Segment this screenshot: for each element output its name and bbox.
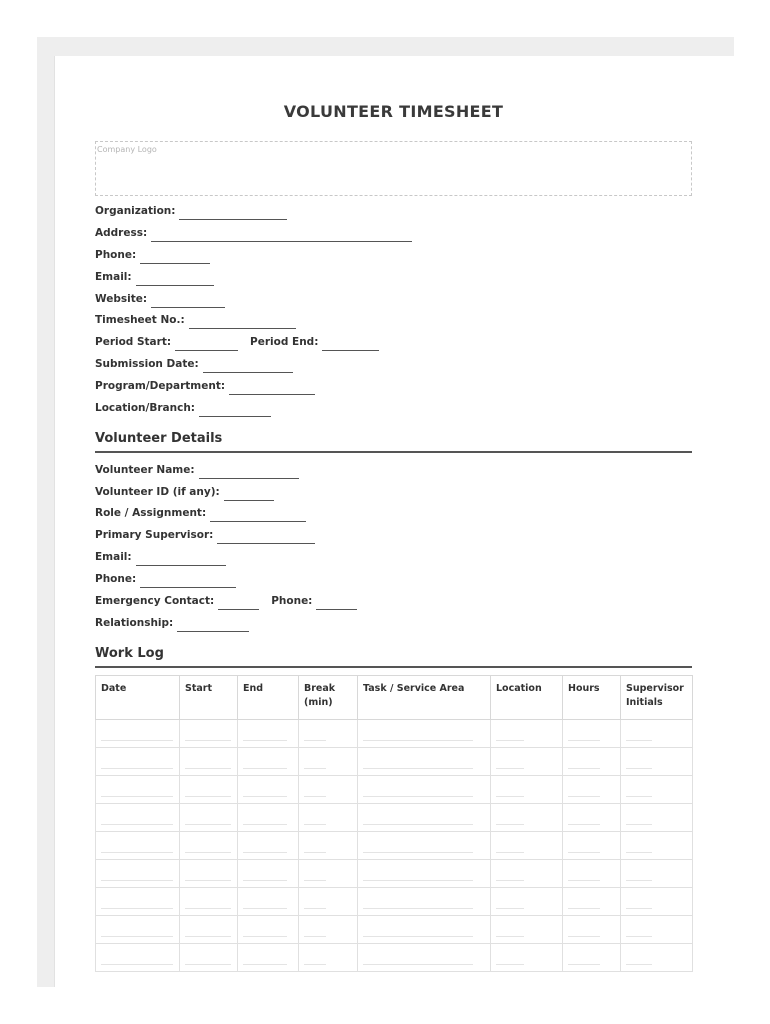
org-phone-field [95, 247, 210, 261]
cell-task[interactable] [358, 748, 491, 776]
cell-blank-line [185, 824, 231, 825]
cell-blank-line [101, 908, 173, 909]
cell-blank-line [101, 964, 173, 965]
cell-date[interactable] [96, 916, 180, 944]
logo-placeholder-label: Company Logo [97, 145, 157, 154]
emergency-phone-input-line[interactable] [316, 609, 357, 610]
volunteer-email-label: Email: [95, 551, 132, 563]
work-log-heading: Work Log [95, 646, 692, 668]
table-row [96, 888, 693, 916]
cell-blank-line [496, 936, 524, 937]
cell-blank-line [243, 768, 287, 769]
cell-blank-line [363, 740, 473, 741]
period-end-input-line[interactable] [322, 350, 379, 351]
column-header-supervisor-initials: Supervisor Initials [621, 676, 693, 720]
cell-blank-line [185, 796, 231, 797]
role-assignment-input-line[interactable] [210, 521, 306, 522]
work-log-table [95, 675, 693, 972]
org-phone-label: Phone: [95, 249, 137, 261]
location-branch-label: Location/Branch: [95, 402, 195, 414]
relationship-field [95, 615, 249, 629]
cell-end[interactable] [238, 776, 299, 804]
cell-date[interactable] [96, 776, 180, 804]
cell-hours[interactable] [563, 916, 621, 944]
timesheet-no-input-line[interactable] [189, 328, 296, 329]
cell-blank-line [496, 768, 524, 769]
table-row [96, 944, 693, 972]
cell-blank-line [185, 740, 231, 741]
cell-blank-line [568, 908, 600, 909]
volunteer-id-field [95, 484, 274, 498]
address-label: Address: [95, 227, 148, 239]
cell-start[interactable] [180, 916, 238, 944]
volunteer-email-field [95, 549, 226, 563]
cell-blank-line [568, 824, 600, 825]
cell-blank-line [101, 852, 173, 853]
cell-supervisor-initials[interactable] [621, 776, 693, 804]
cell-start[interactable] [180, 804, 238, 832]
cell-supervisor-initials[interactable] [621, 916, 693, 944]
document-title: VOLUNTEER TIMESHEET [283, 102, 504, 121]
cell-hours[interactable] [563, 776, 621, 804]
cell-blank-line [626, 824, 652, 825]
cell-task[interactable] [358, 832, 491, 860]
cell-blank-line [568, 852, 600, 853]
cell-end[interactable] [238, 748, 299, 776]
submission-date-label: Submission Date: [95, 358, 199, 370]
table-row [96, 720, 693, 748]
period-start-input-line[interactable] [175, 350, 238, 351]
cell-hours[interactable] [563, 888, 621, 916]
org-email-input-line[interactable] [136, 285, 214, 286]
cell-blank-line [304, 908, 326, 909]
cell-blank-line [363, 964, 473, 965]
cell-blank-line [101, 824, 173, 825]
organization-input-line[interactable] [179, 219, 287, 220]
cell-blank-line [101, 740, 173, 741]
cell-break[interactable] [299, 804, 358, 832]
cell-task[interactable] [358, 720, 491, 748]
cell-supervisor-initials[interactable] [621, 888, 693, 916]
table-row [96, 916, 693, 944]
address-field [95, 225, 412, 239]
submission-date-input-line[interactable] [203, 372, 293, 373]
cell-blank-line [185, 908, 231, 909]
cell-blank-line [185, 936, 231, 937]
cell-break[interactable] [299, 720, 358, 748]
location-branch-input-line[interactable] [199, 416, 271, 417]
cell-blank-line [496, 964, 524, 965]
cell-task[interactable] [358, 916, 491, 944]
cell-location[interactable] [491, 860, 563, 888]
role-assignment-field [95, 505, 306, 519]
volunteer-email-input-line[interactable] [136, 565, 226, 566]
cell-break[interactable] [299, 832, 358, 860]
program-department-label: Program/Department: [95, 380, 226, 392]
cell-blank-line [568, 768, 600, 769]
cell-supervisor-initials[interactable] [621, 944, 693, 972]
cell-break[interactable] [299, 860, 358, 888]
submission-date-field [95, 356, 293, 370]
emergency-contact-input-line[interactable] [218, 609, 259, 610]
cell-blank-line [101, 880, 173, 881]
cell-blank-line [185, 880, 231, 881]
company-logo-placeholder[interactable] [95, 141, 692, 196]
period-field [95, 334, 379, 348]
table-row [96, 748, 693, 776]
period-end-label: Period End: [250, 336, 319, 348]
cell-end[interactable] [238, 804, 299, 832]
cell-supervisor-initials[interactable] [621, 748, 693, 776]
column-header-break: Break (min) [299, 676, 358, 720]
cell-blank-line [363, 852, 473, 853]
volunteer-name-input-line[interactable] [199, 478, 299, 479]
cell-blank-line [243, 852, 287, 853]
column-header-location: Location [491, 676, 563, 720]
cell-location[interactable] [491, 888, 563, 916]
timesheet-no-label: Timesheet No.: [95, 314, 185, 326]
cell-date[interactable] [96, 748, 180, 776]
relationship-label: Relationship: [95, 617, 174, 629]
cell-blank-line [568, 740, 600, 741]
cell-location[interactable] [491, 832, 563, 860]
cell-break[interactable] [299, 748, 358, 776]
cell-task[interactable] [358, 776, 491, 804]
cell-start[interactable] [180, 860, 238, 888]
cell-blank-line [243, 824, 287, 825]
cell-blank-line [363, 936, 473, 937]
column-header-end: End [238, 676, 299, 720]
cell-end[interactable] [238, 888, 299, 916]
cell-blank-line [243, 740, 287, 741]
cell-start[interactable] [180, 832, 238, 860]
cell-break[interactable] [299, 916, 358, 944]
cell-blank-line [496, 908, 524, 909]
cell-location[interactable] [491, 720, 563, 748]
cell-blank-line [243, 936, 287, 937]
cell-supervisor-initials[interactable] [621, 832, 693, 860]
cell-blank-line [626, 908, 652, 909]
cell-date[interactable] [96, 860, 180, 888]
timesheet-page [55, 56, 734, 987]
cell-hours[interactable] [563, 804, 621, 832]
cell-end[interactable] [238, 832, 299, 860]
cell-blank-line [101, 936, 173, 937]
volunteer-phone-label: Phone: [95, 573, 137, 585]
work-log-body [96, 720, 693, 972]
column-header-start: Start [180, 676, 238, 720]
cell-end[interactable] [238, 860, 299, 888]
cell-task[interactable] [358, 944, 491, 972]
cell-blank-line [363, 768, 473, 769]
org-email-label: Email: [95, 271, 132, 283]
cell-blank-line [626, 964, 652, 965]
column-header-date: Date [96, 676, 180, 720]
cell-location[interactable] [491, 776, 563, 804]
program-department-field [95, 378, 315, 392]
cell-blank-line [304, 880, 326, 881]
table-row [96, 804, 693, 832]
table-row [96, 860, 693, 888]
org-phone-input-line[interactable] [140, 263, 210, 264]
cell-start[interactable] [180, 888, 238, 916]
primary-supervisor-input-line[interactable] [217, 543, 315, 544]
relationship-input-line[interactable] [177, 631, 249, 632]
cell-location[interactable] [491, 916, 563, 944]
cell-blank-line [568, 964, 600, 965]
cell-blank-line [243, 880, 287, 881]
volunteer-phone-input-line[interactable] [140, 587, 236, 588]
cell-blank-line [243, 964, 287, 965]
website-field [95, 291, 225, 305]
cell-blank-line [185, 852, 231, 853]
cell-blank-line [363, 908, 473, 909]
role-assignment-label: Role / Assignment: [95, 507, 207, 519]
cell-task[interactable] [358, 888, 491, 916]
cell-blank-line [304, 852, 326, 853]
volunteer-id-label: Volunteer ID (if any): [95, 486, 220, 498]
volunteer-name-field [95, 462, 299, 476]
cell-start[interactable] [180, 944, 238, 972]
organization-field [95, 203, 287, 217]
cell-blank-line [496, 852, 524, 853]
cell-blank-line [185, 768, 231, 769]
cell-blank-line [496, 740, 524, 741]
cell-blank-line [496, 880, 524, 881]
primary-supervisor-field [95, 527, 315, 541]
cell-break[interactable] [299, 944, 358, 972]
cell-blank-line [568, 936, 600, 937]
cell-task[interactable] [358, 860, 491, 888]
cell-blank-line [626, 740, 652, 741]
column-header-task: Task / Service Area [358, 676, 491, 720]
cell-blank-line [304, 768, 326, 769]
cell-supervisor-initials[interactable] [621, 860, 693, 888]
cell-supervisor-initials[interactable] [621, 720, 693, 748]
table-row [96, 776, 693, 804]
cell-blank-line [496, 796, 524, 797]
cell-blank-line [243, 796, 287, 797]
program-department-input-line[interactable] [229, 394, 315, 395]
emergency-contact-label: Emergency Contact: [95, 595, 215, 607]
table-row [96, 832, 693, 860]
cell-hours[interactable] [563, 748, 621, 776]
cell-hours[interactable] [563, 944, 621, 972]
cell-supervisor-initials[interactable] [621, 804, 693, 832]
cell-blank-line [496, 824, 524, 825]
primary-supervisor-label: Primary Supervisor: [95, 529, 214, 541]
organization-label: Organization: [95, 205, 176, 217]
cell-hours[interactable] [563, 860, 621, 888]
cell-start[interactable] [180, 748, 238, 776]
cell-blank-line [363, 880, 473, 881]
emergency-contact-field [95, 593, 357, 607]
cell-blank-line [304, 936, 326, 937]
cell-blank-line [363, 796, 473, 797]
cell-blank-line [626, 796, 652, 797]
cell-location[interactable] [491, 804, 563, 832]
cell-location[interactable] [491, 944, 563, 972]
cell-date[interactable] [96, 944, 180, 972]
cell-blank-line [568, 880, 600, 881]
cell-blank-line [626, 852, 652, 853]
cell-blank-line [568, 796, 600, 797]
cell-blank-line [626, 768, 652, 769]
org-email-field [95, 269, 214, 283]
website-label: Website: [95, 293, 148, 305]
work-log-header-row [96, 676, 693, 720]
cell-blank-line [304, 824, 326, 825]
address-input-line[interactable] [151, 241, 412, 242]
cell-date[interactable] [96, 720, 180, 748]
cell-blank-line [101, 768, 173, 769]
cell-end[interactable] [238, 720, 299, 748]
cell-break[interactable] [299, 888, 358, 916]
volunteer-details-heading: Volunteer Details [95, 431, 692, 453]
volunteer-name-label: Volunteer Name: [95, 464, 195, 476]
cell-end[interactable] [238, 916, 299, 944]
cell-date[interactable] [96, 832, 180, 860]
volunteer-phone-field [95, 571, 236, 585]
cell-end[interactable] [238, 944, 299, 972]
period-start-label: Period Start: [95, 336, 172, 348]
cell-blank-line [243, 908, 287, 909]
cell-blank-line [185, 964, 231, 965]
cell-blank-line [626, 880, 652, 881]
timesheet-no-field [95, 312, 296, 326]
cell-task[interactable] [358, 804, 491, 832]
cell-blank-line [101, 796, 173, 797]
cell-start[interactable] [180, 776, 238, 804]
cell-blank-line [626, 936, 652, 937]
location-branch-field [95, 400, 271, 414]
cell-date[interactable] [96, 804, 180, 832]
cell-blank-line [304, 796, 326, 797]
cell-blank-line [363, 824, 473, 825]
column-header-hours: Hours [563, 676, 621, 720]
cell-break[interactable] [299, 776, 358, 804]
website-input-line[interactable] [151, 307, 225, 308]
cell-start[interactable] [180, 720, 238, 748]
cell-location[interactable] [491, 748, 563, 776]
cell-date[interactable] [96, 888, 180, 916]
cell-blank-line [304, 964, 326, 965]
cell-hours[interactable] [563, 832, 621, 860]
emergency-phone-label: Phone: [271, 595, 313, 607]
cell-hours[interactable] [563, 720, 621, 748]
volunteer-id-input-line[interactable] [224, 500, 274, 501]
cell-blank-line [304, 740, 326, 741]
